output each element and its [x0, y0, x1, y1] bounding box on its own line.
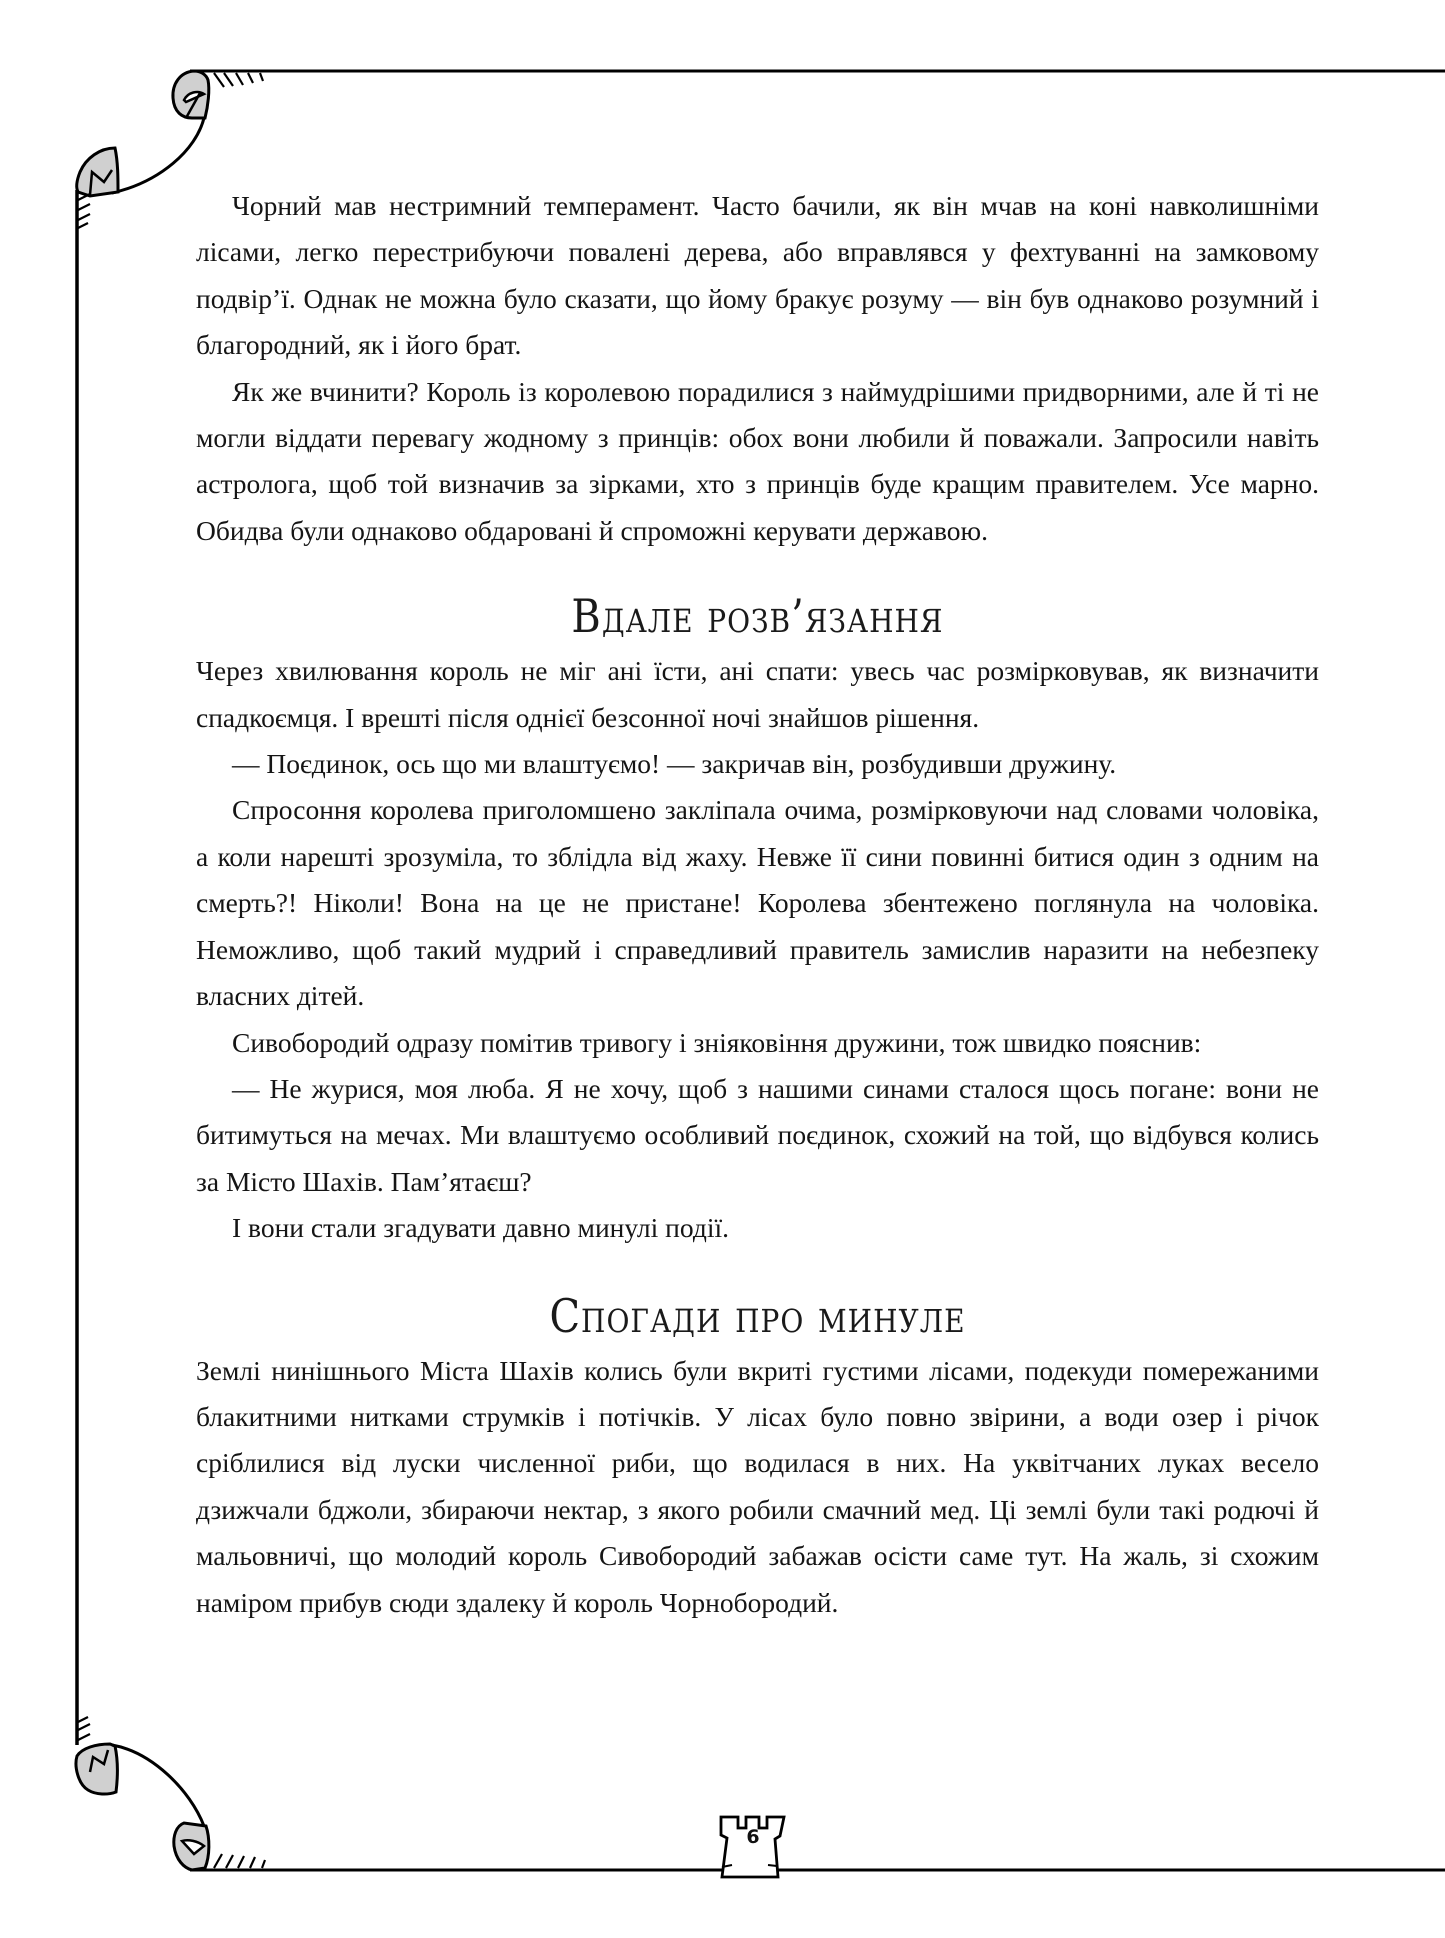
section-memories — [196, 1292, 1319, 1626]
section-solution — [196, 592, 1319, 1251]
page-body — [196, 183, 1319, 1626]
scroll-left-hatch-bottom — [78, 1717, 90, 1740]
section-intro — [196, 183, 1319, 554]
paragraph: Чорний мав нестримний темперамент. Часто бачили, як він мчав на коні навколишніми лісами, легко перестрибуючи повалені дерева, або вправлявся у фехтуванні на замковому подвір’ї. Однак не можна було сказати, що йому бракує розуму — він був однаково розумний і благородний, як і його брат. — [196, 190, 1319, 361]
paragraph: — Не журися, моя люба. Я не хочу, щоб з нашими синами сталося щось погане: вони не битимуться на мечах. Ми влаштуємо особливий поєдинок, схожий на той, що відбувся колись за Місто Шахів. Пам’ятаєш? — [196, 1072, 1319, 1197]
scroll-bottom-hatch — [214, 1854, 265, 1868]
section-heading: Вдале розв’язання — [571, 590, 944, 644]
section-heading: Спогади про минуле — [549, 1290, 966, 1343]
paragraph: — Поєдинок, ось що ми влаштуємо! — закричав він, розбудивши дружину. — [232, 748, 1117, 780]
page-number: 6 — [746, 1826, 760, 1848]
scroll-top-hatch — [214, 73, 263, 87]
paragraph: І вони стали згадувати давно минулі події. — [232, 1212, 729, 1244]
scroll-curl-bottom-left-icon — [76, 1744, 209, 1870]
paragraph: Землі нинішнього Міста Шахів колись були вкриті густими лісами, подекуди помережаними блакитними нитками струмків і потічків. У лісах було повно звірини, а води озер і річок сріблилися від луски численної риби, що водилася в них. На уквітчаних луках весело дзижчали бджоли, збираючи нектар, з якого робили смачний мед. Ці землі були такі родючі й мальовничі, що молодий король Сивобородий забажав осісти саме тут. На жаль, зі схожим наміром прибув сюди здалеку й король Чорнобородий. — [196, 1354, 1319, 1618]
paragraph: Як же вчинити? Король із королевою порадилися з наймудрішими придворними, але й ті не могли віддати перевагу жодному з принців: обох вони любили й поважали. Запросили навіть астролога, щоб той визначив за зірками, хто з принців буде кращим правителем. Усе марно. Обидва були однаково обдаровані й спроможні керувати державою. — [196, 375, 1319, 546]
scroll-curl-top-left-icon — [77, 71, 209, 196]
paragraph: Спросоння королева приголомшено закліпала очима, розмірковуючи над словами чоловіка, а коли нарешті зрозуміла, то зблідла від жаху. Невже її сини повинні битися один з одним на смерть?! Ніколи! Вона на це не пристане! Королева збентежено поглянула на чоловіка. Неможливо, щоб такий мудрий і справедливий правитель замислив наразити на небезпеку власних дітей. — [196, 794, 1319, 1012]
paragraph: Сивобородий одразу помітив тривогу і зніяковіння дружини, тож швидко пояснив: — [232, 1026, 1202, 1058]
paragraph: Через хвилювання король не міг ані їсти, ані спати: увесь час розмірковував, як визначити спадкоємця. І врешті після однієї безсонної ночі знайшов рішення. — [196, 655, 1319, 733]
scroll-left-hatch-top — [78, 194, 90, 228]
